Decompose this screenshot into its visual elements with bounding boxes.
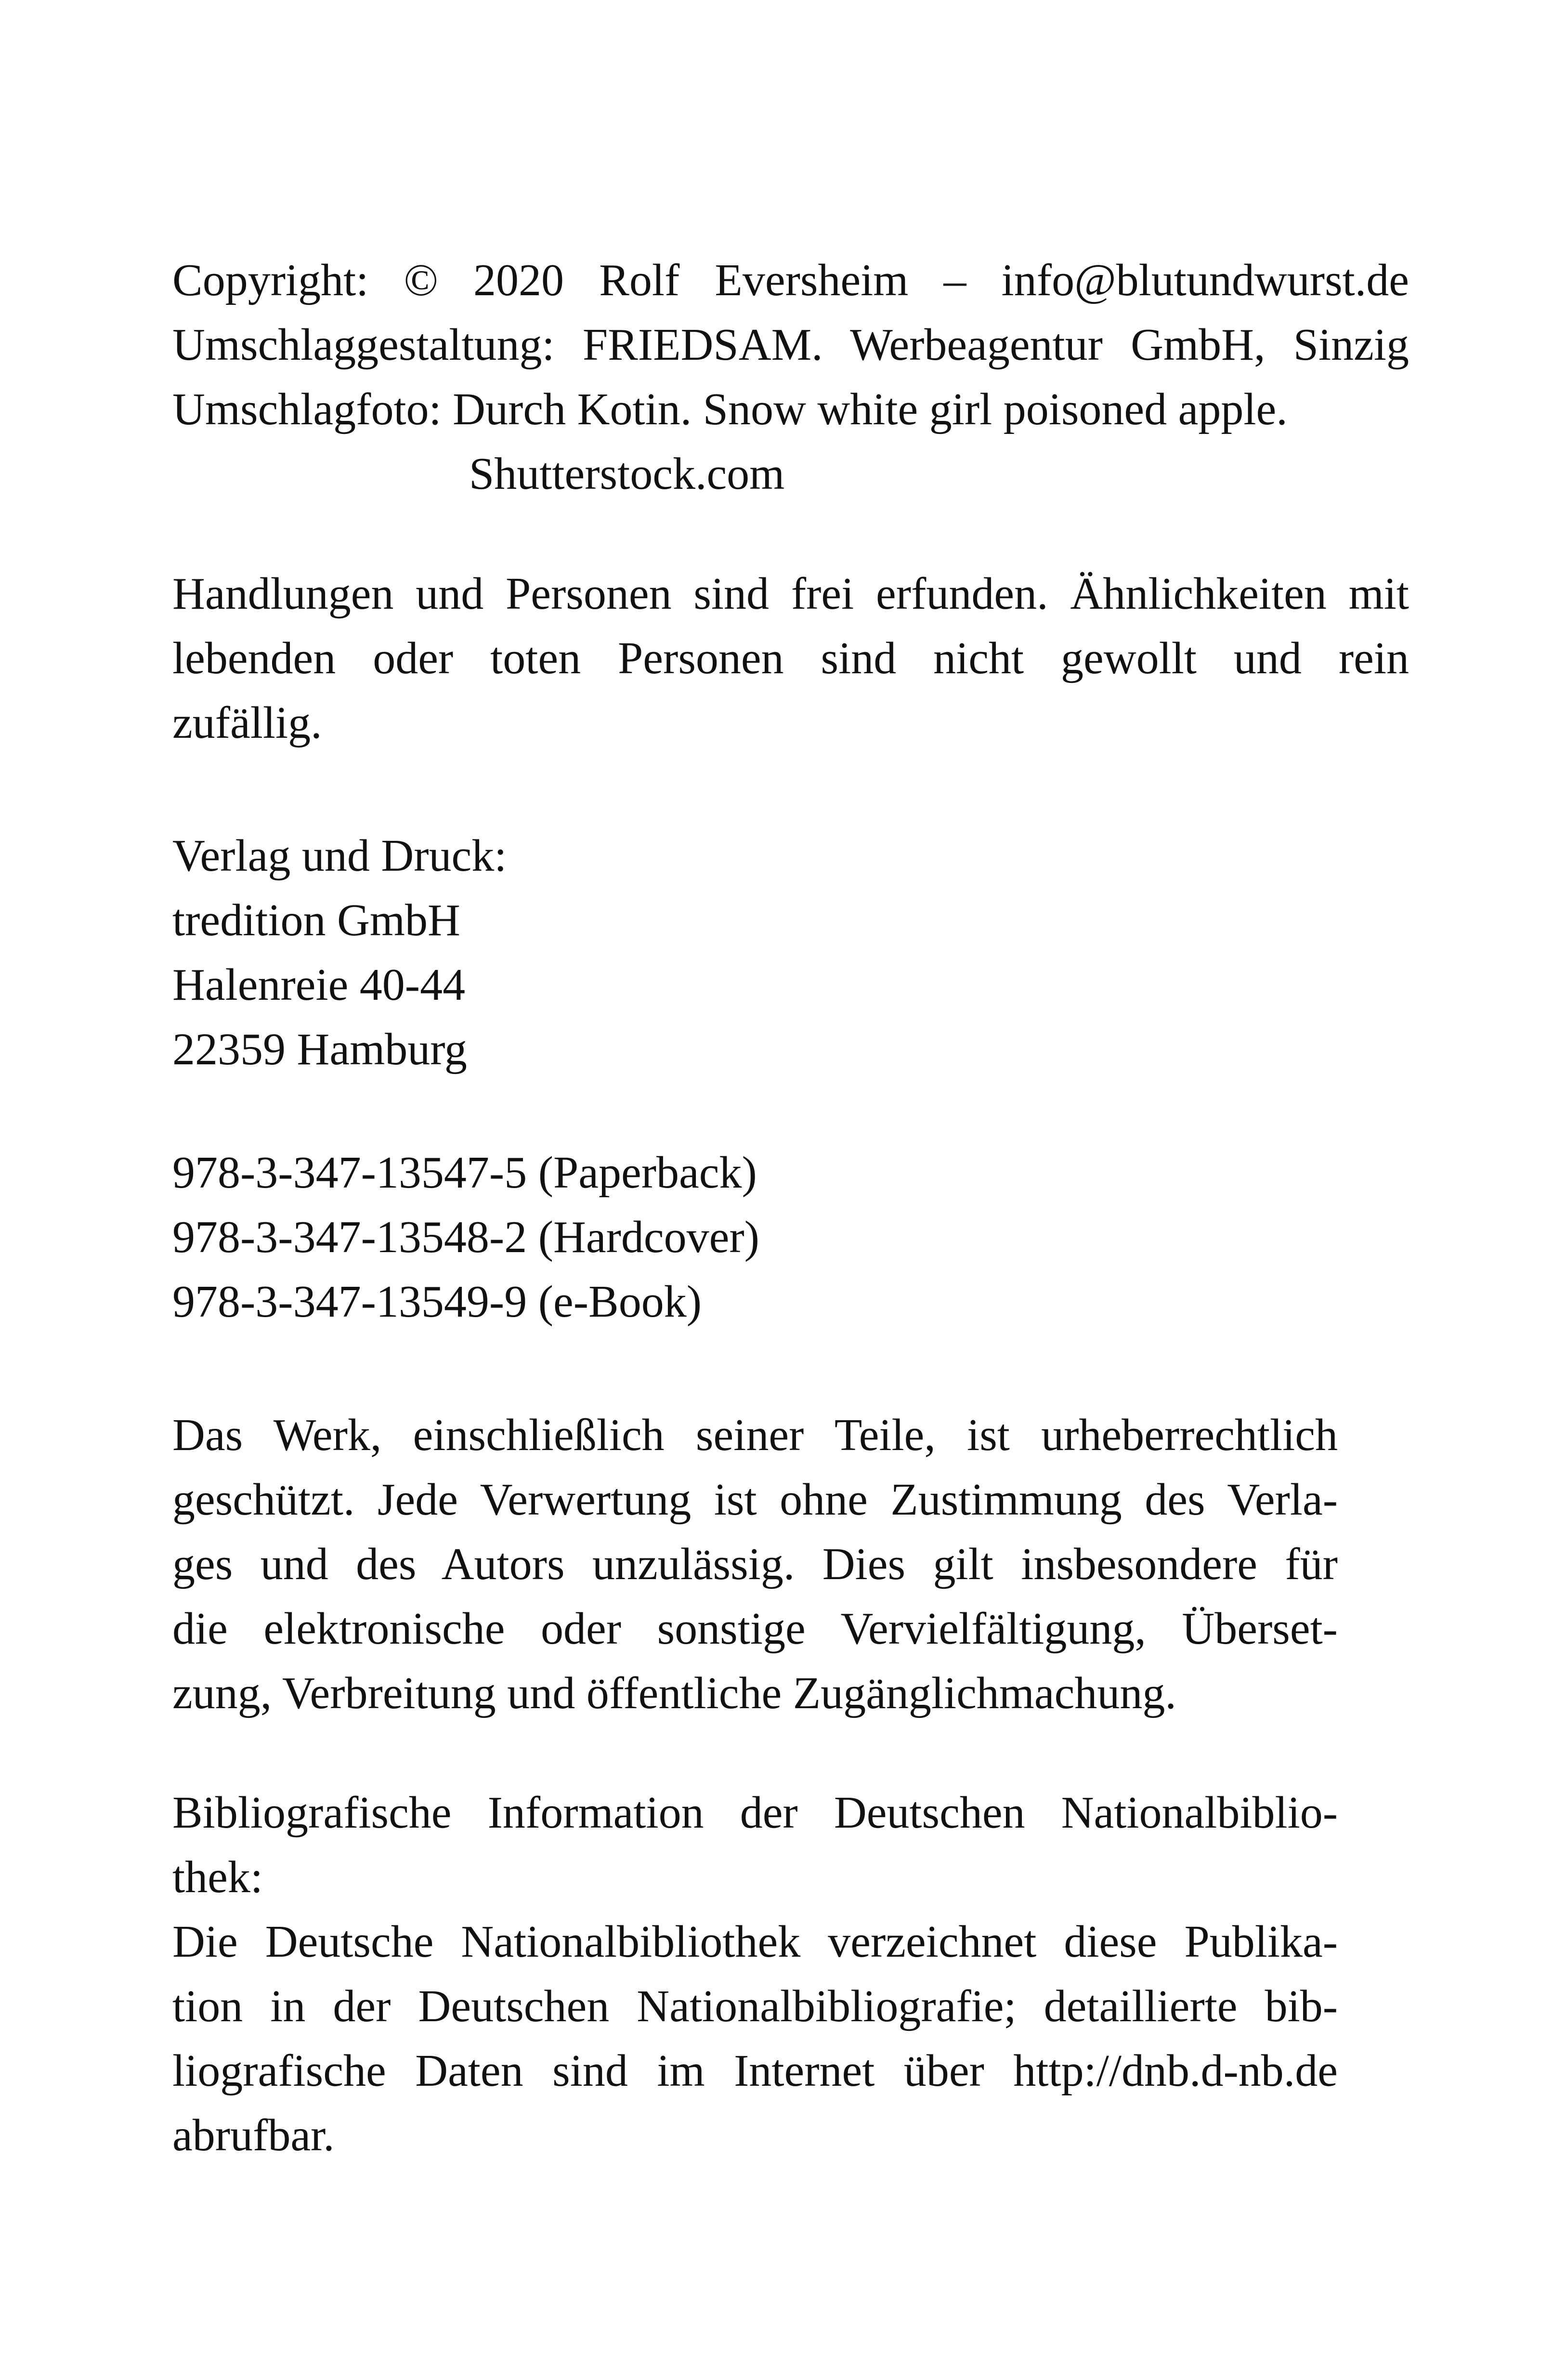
bibliography-line: liografische Daten sind im Internet über http://dnb.d-nb.de [172,2046,1338,2096]
publisher-block [172,824,1135,1082]
disclaimer-line: lebenden oder toten Personen sind nicht gewollt und rein [172,633,1409,683]
publisher-label: Verlag und Druck: [172,831,507,881]
disclaimer-block [172,562,1409,755]
rights-line: die elektronische oder sonstige Vervielfältigung, Überset- [172,1604,1338,1654]
bibliography-line: Die Deutsche Nationalbibliothek verzeichnet diese Publika- [172,1917,1338,1967]
copyright-line: Copyright: © 2020 Rolf Eversheim – info@blutundwurst.de [172,255,1409,305]
bibliography-block [172,1780,1338,2168]
isbn-hardcover: 978-3-347-13548-2 (Hardcover) [172,1212,759,1262]
rights-block [172,1403,1338,1726]
publisher-street: Halenreie 40-44 [172,960,466,1010]
isbn-ebook: 978-3-347-13549-9 (e-Book) [172,1277,702,1327]
disclaimer-line: Handlungen und Personen sind frei erfunden. Ähnlichkeiten mit [172,569,1409,619]
copyright-block [172,248,1409,506]
isbn-block [172,1140,1135,1334]
cover-design-line: Umschlaggestaltung: FRIEDSAM. Werbeagentur GmbH, Sinzig [172,320,1409,370]
rights-line: ges und des Autors unzulässig. Dies gilt insbesondere für [172,1539,1338,1589]
publisher-city: 22359 Hamburg [172,1024,467,1074]
bibliography-line: abrufbar. [172,2110,335,2160]
publisher-name: tredition GmbH [172,895,460,945]
bibliography-heading: Bibliografische Information der Deutschen Nationalbiblio- [172,1788,1338,1838]
disclaimer-line: zufällig. [172,698,322,748]
rights-line: zung, Verbreitung und öffentliche Zugänglichmachung. [172,1668,1176,1718]
cover-photo-line: Umschlagfoto: Durch Kotin. Snow white girl poisoned apple. [172,384,1288,434]
bibliography-heading: thek: [172,1852,263,1902]
bibliography-line: tion in der Deutschen Nationalbibliografie; detaillierte bib- [172,1981,1338,2031]
cover-photo-source: Shutterstock.com [469,449,785,499]
rights-line: geschützt. Jede Verwertung ist ohne Zustimmung des Verla- [172,1475,1338,1525]
rights-line: Das Werk, einschließlich seiner Teile, ist urheberrechtlich [172,1410,1338,1460]
isbn-paperback: 978-3-347-13547-5 (Paperback) [172,1148,757,1198]
